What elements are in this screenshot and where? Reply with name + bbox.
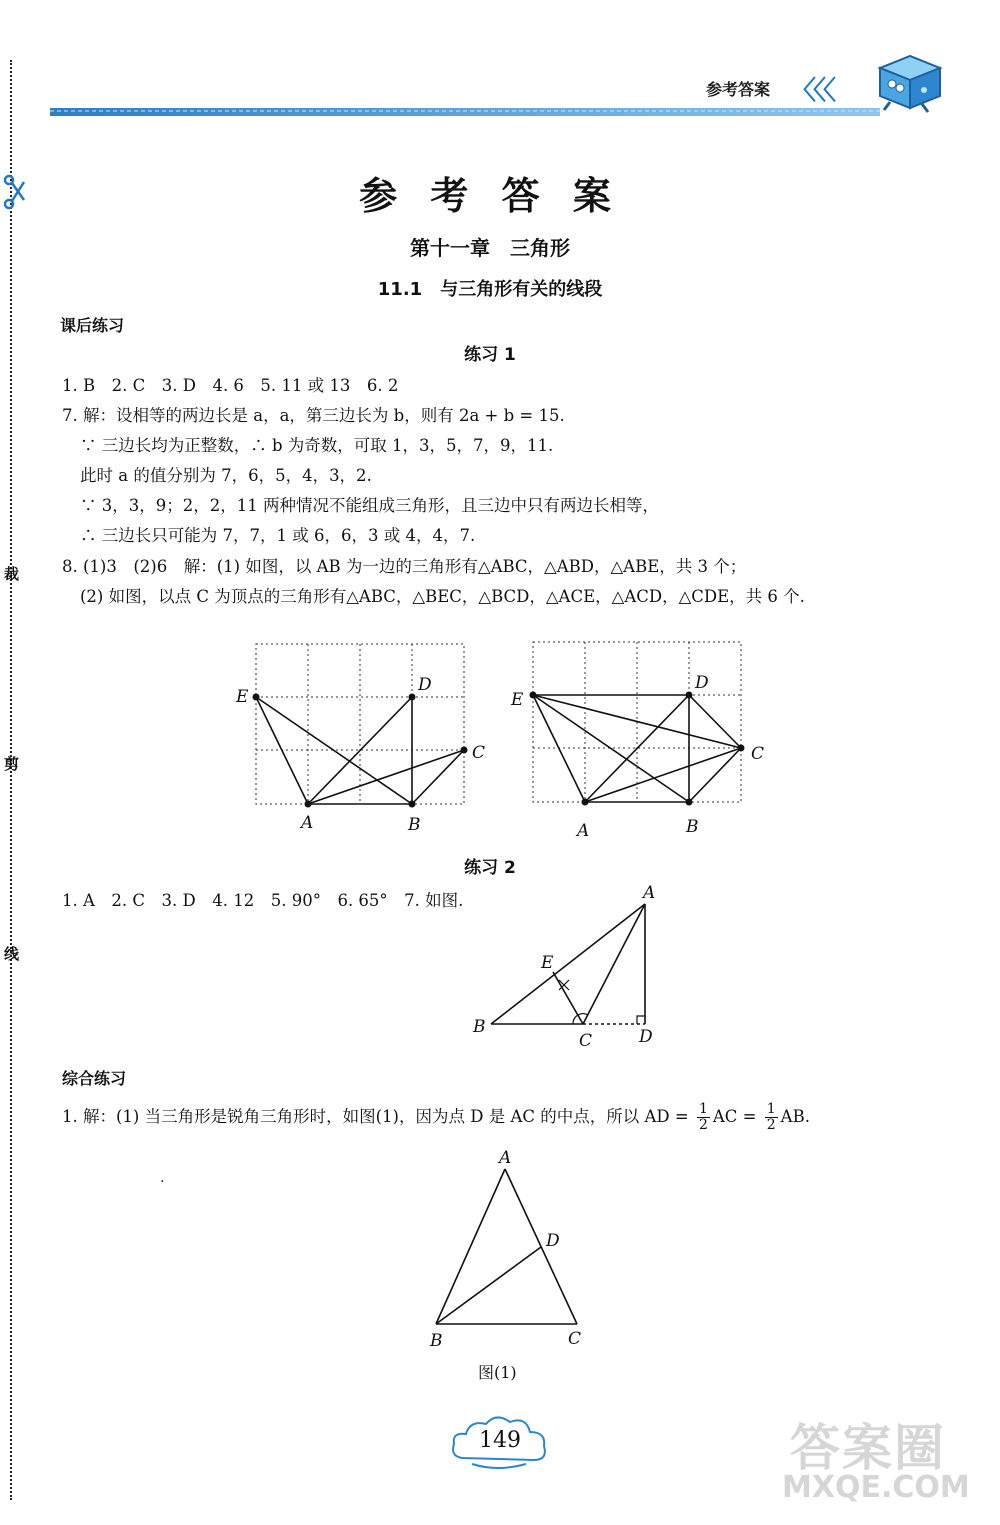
comp-q1-text (62, 1102, 810, 1133)
after-class-heading: 课后练习 (60, 316, 125, 335)
comp-q1-main: 1. 解：(1) 当三角形是锐角三角形时，如图(1)，因为点 D 是 AC 的中点，所以 AD = (62, 1107, 689, 1126)
q8-line-2: (2) 如图，以点 C 为顶点的三角形有△ABC，△BEC，△BCD，△ACE，△ACD，△CDE，共 6 个. (80, 587, 805, 606)
p2-label-c: C (579, 1031, 593, 1051)
cut-label-3: 线 (4, 945, 20, 963)
fig1-label-d: D (418, 675, 432, 695)
comprehensive-heading: 综合练习 (62, 1069, 127, 1088)
fig2-label-c: C (751, 744, 765, 764)
p2-label-e: E (541, 953, 554, 973)
q8-line-1: 8. (1)3 (2)6 解：(1) 如图，以 AB 为一边的三角形有△ABC，△ABD，△ABE，共 3 个； (62, 557, 747, 576)
p2-label-a: A (643, 883, 656, 903)
fig1-caption: 图(1) (478, 1363, 517, 1382)
header-band (50, 106, 880, 120)
comp-q1-end: AB. (780, 1107, 810, 1126)
watermark-logo: 答案圈 (790, 1419, 946, 1477)
practice2-triangle-figure (465, 876, 675, 1052)
q7-line-1: 7. 解：设相等的两边长是 a，a，第三边长为 b，则有 2a + b = 15. (62, 406, 565, 425)
section-title: 11.1 与三角形有关的线段 (377, 279, 603, 300)
frac2-den: 2 (766, 1117, 776, 1133)
cut-label-2: 剪 (4, 755, 20, 773)
practice1-answers: 1. B 2. C 3. D 4. 6 5. 11 或 13 6. 2 (62, 376, 399, 395)
stray-dot: . (160, 1170, 165, 1186)
fig1-label-c: C (472, 743, 486, 763)
comp-label-c: C (568, 1329, 582, 1349)
fig2-label-a: A (577, 821, 590, 841)
q7-line-4: ∵ 3，3，9；2，2，11 两种情况不能组成三角形，且三边中只有两边长相等， (80, 496, 659, 515)
practice1-heading: 练习 1 (464, 345, 516, 365)
q7-line-2: ∵ 三边长均为正整数，∴ b 为奇数，可取 1，3，5，7，9，11. (80, 436, 554, 455)
watermark-url: MXQE.COM (782, 1470, 970, 1505)
cut-label-1: 裁 (4, 565, 20, 583)
frac1-den: 2 (698, 1117, 708, 1133)
p2-label-d: D (639, 1027, 653, 1047)
practice2-answers: 1. A 2. C 3. D 4. 12 5. 90° 6. 65° 7. 如图. (62, 891, 464, 910)
grid-figure-1 (228, 632, 498, 842)
page-title: 参 考 答 案 (359, 174, 621, 218)
comp-q1-mid: AC = (712, 1107, 757, 1126)
fig2-label-e: E (511, 690, 524, 710)
comprehensive-triangle-figure (410, 1142, 610, 1352)
page-number: 149 (479, 1428, 521, 1453)
grid-figure-2 (505, 632, 775, 844)
fig2-label-b: B (686, 817, 699, 837)
frac2-num: 1 (766, 1101, 776, 1117)
chapter-title: 第十一章 三角形 (410, 236, 570, 260)
fig1-label-a: A (301, 813, 314, 833)
fig1-label-e: E (236, 687, 249, 707)
cube-mascot-icon (870, 46, 950, 114)
fig1-label-b: B (408, 815, 421, 835)
frac1-num: 1 (698, 1101, 708, 1117)
practice2-heading: 练习 2 (464, 858, 516, 878)
header-chevrons: 〈〈〈 (790, 76, 834, 106)
fig2-label-d: D (695, 673, 709, 693)
comp-label-b: B (430, 1331, 443, 1351)
p2-label-b: B (473, 1017, 486, 1037)
q7-line-5: ∴ 三边长只可能为 7，7，1 或 6，6，3 或 4，4，7. (80, 526, 476, 545)
comp-label-d: D (546, 1231, 560, 1251)
q7-line-3: 此时 a 的值分别为 7，6，5，4，3，2. (80, 466, 372, 485)
comp-label-a: A (499, 1148, 512, 1168)
header-label: 参考答案 (706, 80, 771, 99)
